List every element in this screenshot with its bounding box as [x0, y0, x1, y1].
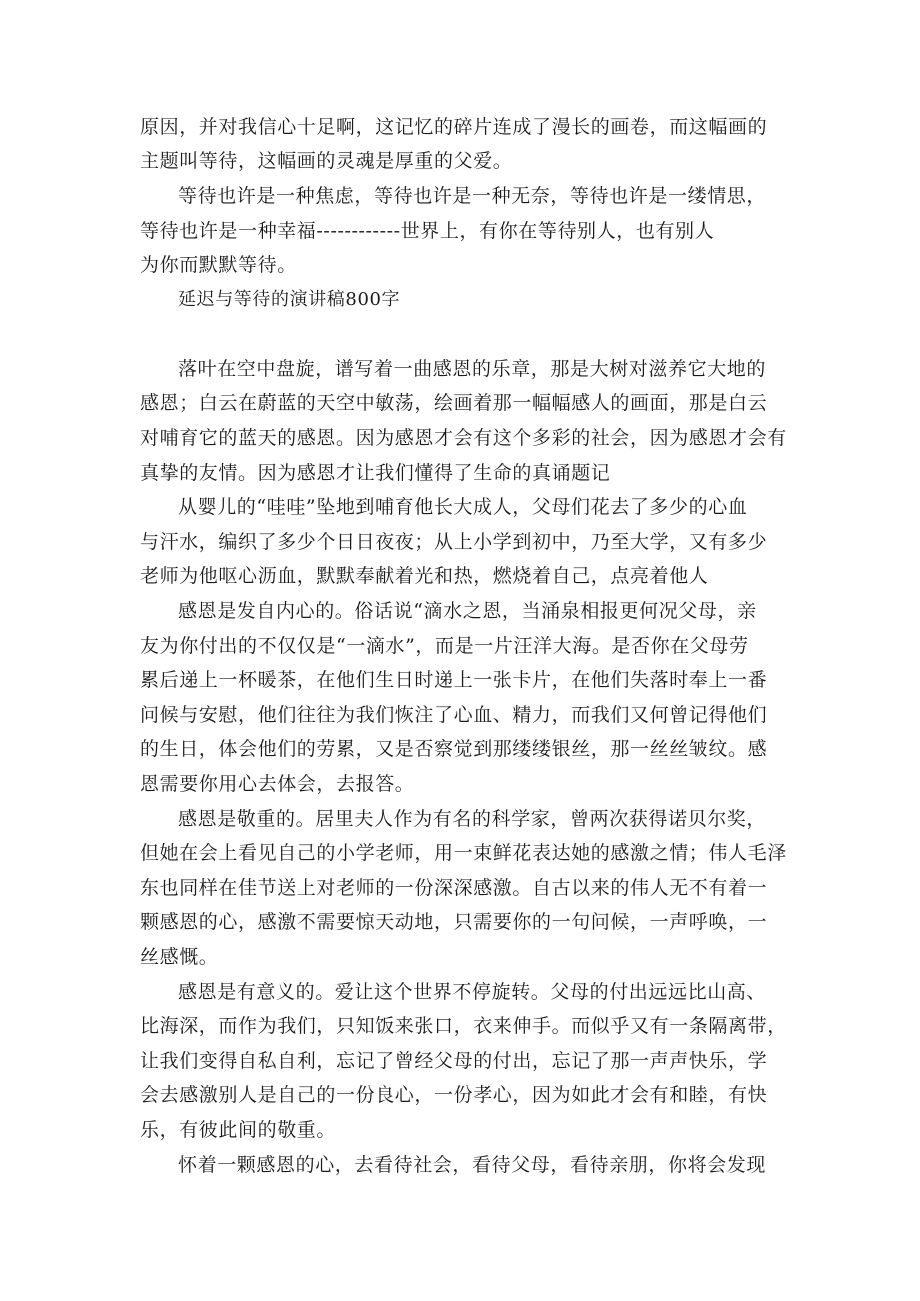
text-line: 与汗水，编织了多少个日日夜夜；从上小学到初中，乃至大学，又有多少 — [140, 531, 768, 553]
text-line: 感恩；白云在蔚蓝的天空中敏荡，绘画着那一幅幅感人的画面，那是白云 — [140, 392, 768, 414]
text-line: 感恩是发自内心的。俗话说“滴水之恩，当涌泉相报更何况父母，亲 — [178, 600, 757, 622]
text-line: 真挚的友情。因为感恩才让我们懂得了生命的真诵题记 — [140, 462, 611, 484]
text-line: 东也同样在佳节送上对老师的一份深深感激。自古以来的伟人无不有着一 — [140, 877, 768, 899]
text-line: 让我们变得自私自利，忘记了曾经父母的付出，忘记了那一声声快乐，学 — [140, 1050, 768, 1072]
text-line: 从婴儿的“哇哇”坠地到哺育他长大成人，父母们花去了多少的心血 — [178, 496, 748, 518]
text-line: 老师为他呕心沥血，默默奉献着光和热，燃烧着自己，点亮着他人 — [140, 565, 709, 587]
text-line: 感恩是敬重的。居里夫人作为有名的科学家，曾两次获得诺贝尔奖， — [178, 808, 767, 830]
text-line: 丝感慨。 — [140, 946, 219, 968]
text-line: 主题叫等待，这幅画的灵魂是厚重的父爱。 — [140, 150, 513, 172]
text-line: 为你而默默等待。 — [140, 254, 297, 276]
text-line: 比海深，而作为我们，只知饭来张口，衣来伸手。而似乎又有一条隔离带， — [140, 1015, 787, 1037]
text-line: 颗感恩的心，感激不需要惊天动地，只需要你的一句问候，一声呼唤，一 — [140, 911, 768, 933]
text-line: 对哺育它的蓝天的感恩。因为感恩才会有这个多彩的社会，因为感恩才会有 — [140, 427, 787, 449]
text-line: 累后递上一杯暖茶，在他们生日时递上一张卡片，在他们失落时奉上一番 — [140, 669, 768, 691]
text-line: 问候与安慰，他们往往为我们恢注了心血、精力，而我们又何曾记得他们 — [140, 704, 768, 726]
text-line: 但她在会上看见自己的小学老师，用一束鲜花表达她的感激之情；伟人毛泽 — [140, 842, 787, 864]
text-line: 会去感激别人是自己的一份良心，一份孝心，因为如此才会有和睦，有快 — [140, 1084, 768, 1106]
text-line: 落叶在空中盘旋，谱写着一曲感恩的乐章，那是大树对滋养它大地的 — [178, 358, 767, 380]
section-title: 延迟与等待的演讲稿800字 — [178, 289, 401, 310]
text-line: 怀着一颗感恩的心，去看待社会，看待父母，看待亲朋，你将会发现 — [178, 1154, 767, 1176]
text-line: 恩需要你用心去体会，去报答。 — [140, 773, 415, 795]
text-line: 等待也许是一种幸福------------世界上，有你在等待别人，也有别人 — [140, 220, 715, 242]
text-line: 的生日，体会他们的劳累，又是否察觉到那缕缕银丝，那一丝丝皱纹。感 — [140, 738, 768, 760]
text-line: 等待也许是一种焦虑，等待也许是一种无奈，等待也许是一缕情思， — [178, 185, 767, 207]
text-line: 感恩是有意义的。爱让这个世界不停旋转。父母的付出远远比山高、 — [178, 981, 767, 1003]
text-line: 乐，有彼此间的敬重。 — [140, 1119, 337, 1141]
text-line: 原因，并对我信心十足啊，这记忆的碎片连成了漫长的画卷，而这幅画的 — [140, 116, 768, 138]
text-line: 友为你付出的不仅仅是“一滴水”，而是一片汪洋大海。是否你在父母劳 — [140, 635, 749, 657]
